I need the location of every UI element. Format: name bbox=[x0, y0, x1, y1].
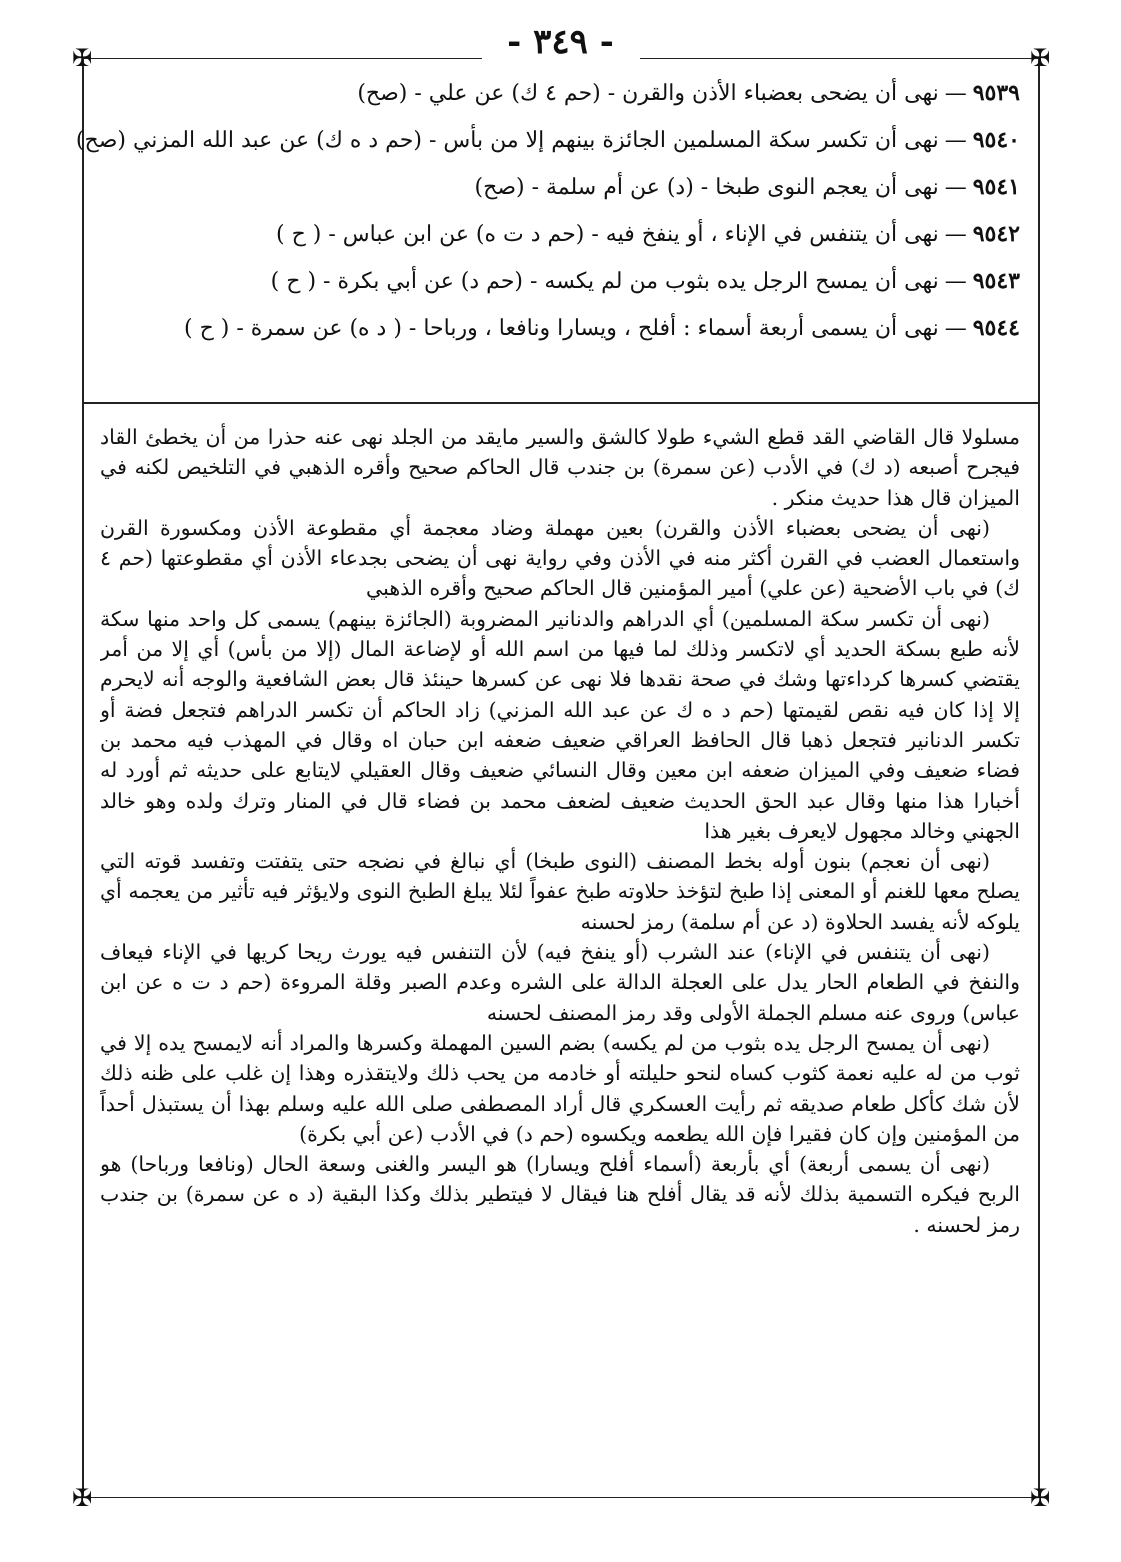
corner-ornament-top-left: ✠ bbox=[71, 44, 93, 72]
hadith-list bbox=[75, 70, 1020, 352]
hadith-number: ٩٥٣٩ bbox=[972, 80, 1020, 106]
hadith-text: نهى أن يتنفس في الإناء ، أو ينفخ فيه - (حم د ت ه) عن ابن عباس - ( ح ) bbox=[276, 222, 939, 247]
hadith-entry: ٩٥٤٢—نهى أن يتنفس في الإناء ، أو ينفخ فيه - (حم د ت ه) عن ابن عباس - ( ح ) bbox=[276, 221, 1020, 247]
hadith-text: نهى أن يمسح الرجل يده بثوب من لم يكسه - (حم د) عن أبي بكرة - ( ح ) bbox=[270, 269, 939, 294]
hadith-text: نهى أن يعجم النوى طبخا - (د) عن أم سلمة - (صح) bbox=[474, 175, 939, 200]
commentary-section bbox=[100, 422, 1020, 1482]
corner-ornament-top-right: ✠ bbox=[1029, 44, 1051, 72]
hadith-text: نهى أن يسمى أربعة أسماء : أفلح ، ويسارا ونافعا ، ورباحا - ( د ه) عن سمرة - ( ح ) bbox=[184, 316, 939, 341]
hadith-entry: ٩٥٣٩—نهى أن يضحى بعضباء الأذن والقرن - (حم ٤ ك) عن علي - (صح) bbox=[357, 80, 1020, 106]
hadith-text: نهى أن يضحى بعضباء الأذن والقرن - (حم ٤ ك) عن علي - (صح) bbox=[357, 81, 939, 106]
commentary-paragraph: (نهى أن يضحى بعضباء الأذن والقرن) بعين مهملة وضاد معجمة أي مقطوعة الأذن ومكسورة القرن واستعمال العضب في القرن أكثر منه في الأذن وفي رواية نهى أن يضحى بجدعاء الأذن أي مقطوعتها (حم ٤ ك) في باب الأضحية (عن علي) أمير المؤمنين قال الحاكم صحيح وأقره الذهبي bbox=[100, 515, 1020, 601]
commentary-paragraph: مسلولا قال القاضي القد قطع الشيء طولا كالشق والسير مايقد من الجلد نهى عنه حذرا من أن يخطئ القاد فيجرح أصبعه (د ك) في الأدب (عن سمرة) بن جندب قال الحاكم صحيح وأقره الذهبي في التلخيص لكنه في الميزان قال هذا حديث منكر . bbox=[100, 425, 1020, 510]
section-divider bbox=[84, 402, 1038, 404]
page-number: - ٣٤٩ - bbox=[507, 22, 614, 62]
commentary-paragraph: (نهى أن يسمى أربعة) أي بأربعة (أسماء أفلح ويسارا) هو اليسر والغنى وسعة الحال (ونافعا ورباحا) هو الربح فيكره التسمية بذلك لأنه قد يقال أفلح هنا فيقال لا فيتطير بذلك وكذا البقية (د ه عن سمرة) بن جندب رمز لحسنه . bbox=[100, 1152, 1020, 1237]
commentary-paragraph: (نهى أن يتنفس في الإناء) عند الشرب (أو ينفخ فيه) لأن التنفس فيه يورث ريحا كريها في الإناء فيعاف والنفخ في الطعام الحار يدل على العجلة الدالة على الشره وعدم الصبر وقلة المروءة (حم د ت ه عن ابن عباس) وروى عنه مسلم الجملة الأولى وقد رمز المصنف لحسنه bbox=[100, 940, 1020, 1025]
hadith-number: ٩٥٤٠ bbox=[972, 127, 1020, 153]
hadith-entry: ٩٥٤٣—نهى أن يمسح الرجل يده بثوب من لم يكسه - (حم د) عن أبي بكرة - ( ح ) bbox=[270, 268, 1020, 294]
corner-ornament-bottom-left: ✠ bbox=[71, 1484, 93, 1512]
commentary-paragraph: (نهى أن نعجم) بنون أوله بخط المصنف (النوى طبخا) أي نبالغ في نضجه حتى يتفتت وتفسد قوته التي يصلح معها للغنم أو المعنى إذا طبخ لتؤخذ حلاوته طبخ عفواً لئلا يبلغ الطبخ النوى ولايؤثر فيه تأثير من يعجمه أي يلوكه لأنه يفسد الحلاوة (د عن أم سلمة) رمز لحسنه bbox=[100, 849, 1020, 934]
hadith-number: ٩٥٤١ bbox=[972, 174, 1020, 200]
commentary-paragraph: (نهى أن يمسح الرجل يده بثوب من لم يكسه) بضم السين المهملة وكسرها والمراد أنه لايمسح يده إلا في ثوب من له عليه نعمة كثوب كساه لنحو حليلته أو خادمه من يحب ذلك ولايتقذره وهذا إن غلب على ظنه ذلك لأن شك كأكل طعام صديقه ثم رأيت العسكري قال أراد المصطفى صلى الله عليه وسلم بهذا أن يستبذل أحداً من المؤمنين وإن كان فقيرا فإن الله يطعمه ويكسوه (حم د) في الأدب (عن أبي بكرة) bbox=[100, 1030, 1020, 1146]
hadith-number: ٩٥٤٢ bbox=[972, 221, 1020, 247]
hadith-number: ٩٥٤٤ bbox=[972, 315, 1020, 341]
hadith-number: ٩٥٤٣ bbox=[972, 268, 1020, 294]
hadith-entry: ٩٥٤٤—نهى أن يسمى أربعة أسماء : أفلح ، ويسارا ونافعا ، ورباحا - ( د ه) عن سمرة - ( ح ) bbox=[184, 315, 1020, 341]
corner-ornament-bottom-right: ✠ bbox=[1029, 1484, 1051, 1512]
commentary-paragraph: (نهى أن تكسر سكة المسلمين) أي الدراهم والدنانير المضروبة (الجائزة بينهم) يسمى كل واحد منها سكة لأنه طبع بسكة الحديد أي لاتكسر وذلك لما فيها من اسم الله أو لإضاعة المال (إلا من بأس) أي إلا من أمر يقتضي كسرها كرداءتها وشك في صحة نقدها فلا نهى عن كسرها حينئذ قال بعض الشافعية والوجه أنه لايحرم إلا إذا كان فيه نقص لقيمتها (حم د ه ك عن عبد الله المزني) زاد الحاكم أن تكسر الدراهم فتجعل فضة أو تكسر الدنانير فتجعل ذهبا قال الحافظ العراقي ضعيف ضعفه ابن حبان اه وقال في المهذب فيه محمد بن فضاء ضعيف وفي الميزان ضعفه ابن معين وقال النسائي ضعيف وقال العقيلي لايتابع على حديثه ثم أورد له أخبارا هذا منها وقال عبد الحق الحديث ضعيف لضعف محمد بن فضاء قال في المنار وترك ولده وهو خالد الجهني وخالد مجهول لايعرف بغير هذا bbox=[100, 606, 1020, 843]
hadith-entry: ٩٥٤٠—نهى أن تكسر سكة المسلمين الجائزة بينهم إلا من بأس - (حم د ه ك) عن عبد الله المزني (صح) bbox=[75, 127, 1020, 153]
hadith-text: نهى أن تكسر سكة المسلمين الجائزة بينهم إلا من بأس - (حم د ه ك) عن عبد الله المزني (صح) bbox=[75, 128, 939, 153]
hadith-entry: ٩٥٤١—نهى أن يعجم النوى طبخا - (د) عن أم سلمة - (صح) bbox=[474, 174, 1020, 200]
